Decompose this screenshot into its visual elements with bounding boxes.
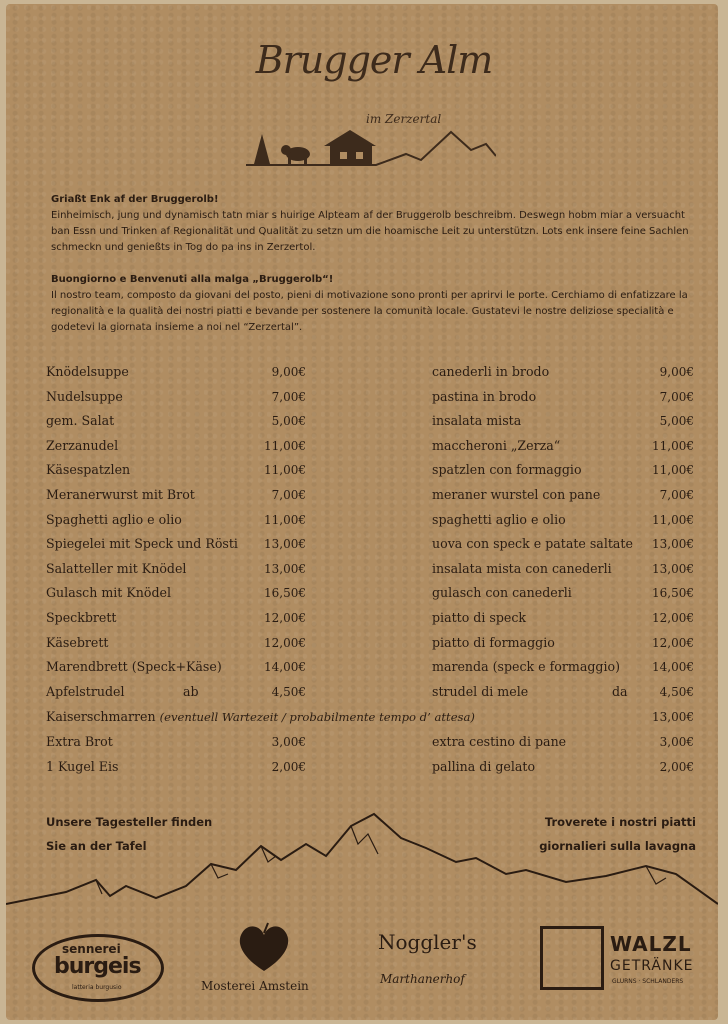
menu-item-name: Knödelsuppe [46, 364, 129, 379]
intro-german-heading: Griaßt Enk af der Bruggerolb! [51, 194, 219, 205]
menu-item-price: 12,00€ [652, 610, 694, 625]
menu-item-price: 9,00€ [659, 365, 694, 379]
menu-item [432, 483, 694, 508]
menu-item [432, 409, 694, 434]
menu-item-name: maccheroni „Zerza“ [432, 437, 561, 453]
menu-item [46, 532, 306, 557]
menu-item [432, 508, 694, 533]
menu-item-name: Marendbrett (Speck+Käse) [46, 659, 222, 675]
intro-german [51, 192, 699, 256]
logo-subtitle: im Zerzertal [366, 112, 442, 126]
menu-item-price: 2,00€ [659, 759, 694, 774]
menu-item-name: canederli in brodo [432, 364, 550, 379]
menu-item-name: Käsebrett [46, 634, 109, 650]
menu-item [432, 458, 694, 483]
intro-german-text: Einheimisch, jung und dynamisch tatn miar s huirige Alpteam af der Bruggerolb beschreibm. Deswegn hobm miar a versuacht ban Essn und Trinken af Regionalität und Qualität zu setzn um die hoamische Leit zu unterstützn. Lots enk insere feine Sachlen schmeckn und genießts in Tog do pa ins in Zerzertol. [51, 210, 689, 253]
menu-item-name: Spaghetti aglio e olio [46, 511, 182, 527]
intro-italian [51, 272, 699, 336]
menu-item [46, 508, 306, 533]
sponsor-walzl-getraenke-logo [540, 924, 700, 996]
menu-item-price: 4,50€ [271, 684, 306, 699]
logo-hut-mountain-icon [246, 128, 496, 168]
menu-item-price: 3,00€ [659, 735, 694, 749]
brugger-alm-logo [236, 38, 506, 178]
daily-german-line1: Unsere Tagesteller finden [46, 815, 213, 829]
menu-item [432, 360, 694, 385]
noggler-main: Noggler's [378, 930, 477, 954]
menu-item [432, 532, 694, 557]
menu-item-name: meraner wurstel con pane [432, 486, 601, 502]
menu-item [46, 730, 306, 755]
menu-item-name: Meranerwurst mit Brot [46, 486, 195, 502]
menu-item-name: uova con speck e patate saltate [432, 536, 633, 552]
menu-item-name: gulasch con canederli [432, 585, 572, 601]
menu-item-name: Zerzanudel [46, 437, 119, 453]
menu-item-name: Nudelsuppe [46, 388, 123, 404]
menu-item [46, 755, 306, 780]
sponsor-sennerei-burgeis-logo [32, 934, 162, 1004]
sponsor-mosterei-amstein-logo [196, 919, 336, 999]
amstein-name: Mosterei Amstein [201, 979, 309, 993]
menu-item-name: piatto di formaggio [432, 634, 555, 650]
menu-item [46, 631, 306, 656]
menu-item-price: 13,00€ [652, 561, 694, 576]
menu-item-name: marenda (speck e formaggio) [432, 659, 621, 675]
menu-item-price: 11,00€ [652, 463, 694, 478]
menu-item-price: 11,00€ [264, 463, 306, 478]
menu-item-price: 13,00€ [264, 561, 306, 576]
menu-item-price: 16,50€ [652, 586, 694, 601]
menu-item-price: 14,00€ [264, 660, 306, 675]
extras-italian [432, 730, 694, 779]
walzl-small: GLURNS · SCHLANDERS [612, 978, 684, 985]
menu-item [432, 730, 694, 755]
menu-item [46, 655, 306, 680]
menu-item-price: 4,50€ [659, 684, 694, 699]
menu-item-price: 11,00€ [264, 438, 306, 453]
menu-item [432, 680, 694, 705]
menu-item-price: 9,00€ [271, 365, 306, 379]
menu-item-name: Extra Brot [46, 734, 113, 749]
menu-item [46, 409, 306, 434]
menu-item-price: 7,00€ [659, 487, 694, 502]
intro-italian-heading: Buongiorno e Benvenuti alla malga „Bruggerolb“! [51, 274, 334, 285]
menu-item-name: Gulasch mit Knödel [46, 585, 172, 601]
menu-item-price: 11,00€ [264, 512, 306, 527]
menu-item-name: 1 Kugel Eis [46, 758, 119, 774]
logo-title: Brugger Alm [255, 38, 493, 82]
daily-german-line2: Sie an der Tafel [46, 839, 147, 853]
menu-item-name: Apfelstrudel [46, 683, 125, 699]
menu-item-name: pallina di gelato [432, 758, 536, 774]
menu-item-name: Salatteller mit Knödel [46, 560, 187, 576]
menu-item [46, 458, 306, 483]
menu-item-price: 7,00€ [271, 389, 306, 404]
daily-italian-line2: giornalieri sulla lavagna [539, 839, 696, 853]
kaiser-price: 13,00€ [652, 710, 694, 724]
menu-item-name: Spiegelei mit Speck und Rösti [46, 536, 238, 552]
burgeis-main: burgeis [54, 954, 141, 979]
menu-item-name: extra cestino di pane [432, 734, 567, 749]
menu-item-price: 12,00€ [264, 635, 306, 650]
burgeis-top: sennerei [62, 942, 121, 956]
menu-item-price: 13,00€ [652, 537, 694, 552]
menu-item-price: 12,00€ [652, 635, 694, 650]
menu-item-price: 12,00€ [264, 610, 306, 625]
menu-item [432, 434, 694, 459]
menu-item-kaiserschmarren [46, 705, 694, 730]
menu-item-name: Käsespatzlen [46, 462, 131, 478]
menu-item-name: piatto di speck [432, 609, 527, 625]
intro-italian-text: Il nostro team, composto da giovani del posto, pieni di motivazione sono pronti per aprirvi le porte. Cerchiamo di enfatizzare la regionalità e la qualità dei nostri piatti e bevande per sostenere la comunità locale. Gustatevi le nostre deliziose specialità e godetevi la giornata insieme a noi nel “Zerzertal”. [51, 290, 688, 333]
sponsor-nogglers-marthanerhof-logo [374, 926, 494, 996]
menu-item-price: 7,00€ [271, 487, 306, 502]
menu-board [6, 4, 718, 1020]
menu-item [432, 581, 694, 606]
daily-dishes-german [46, 810, 212, 858]
menu-item-price: 13,00€ [264, 537, 306, 552]
noggler-sub: Marthanerhof [380, 972, 465, 986]
menu-item [46, 360, 306, 385]
menu-item-price: 5,00€ [659, 414, 694, 429]
menu-item [46, 581, 306, 606]
menu-german [46, 360, 306, 704]
daily-dishes-italian [539, 810, 696, 858]
menu-item-price: 14,00€ [652, 660, 694, 675]
menu-item [432, 606, 694, 631]
kaiser-name: Kaiserschmarren [46, 709, 156, 724]
menu-item [46, 680, 306, 705]
menu-item-name: insalata mista con canederli [432, 560, 612, 576]
menu-item-name: insalata mista [432, 413, 522, 429]
menu-item-name: pastina in brodo [432, 388, 537, 404]
burgeis-small: latteria burgusio [72, 984, 122, 991]
menu-item-name: spaghetti aglio e olio [432, 511, 566, 527]
menu-item [46, 434, 306, 459]
menu-item-price: 11,00€ [652, 512, 694, 527]
menu-item [432, 631, 694, 656]
kaiser-note: (eventuell Wartezeit / probabilmente tempo d’ attesa) [159, 710, 475, 724]
walzl-sub: GETRÄNKE [610, 958, 694, 974]
daily-italian-line1: Troverete i nostri piatti [544, 815, 696, 829]
menu-item [432, 755, 694, 780]
walzl-box-icon [540, 926, 604, 990]
menu-item-price: 3,00€ [271, 735, 306, 749]
menu-item-price: 5,00€ [271, 414, 306, 429]
extras-german [46, 730, 306, 779]
menu-item-price: 7,00€ [659, 389, 694, 404]
menu-item-price: 16,50€ [264, 586, 306, 601]
menu-item-name: Speckbrett [46, 609, 117, 625]
menu-italian [432, 360, 694, 704]
menu-item [46, 483, 306, 508]
menu-item [46, 606, 306, 631]
menu-item [432, 557, 694, 582]
menu-item-name: gem. Salat [46, 413, 115, 429]
menu-item [432, 655, 694, 680]
menu-item-price: 2,00€ [271, 759, 306, 774]
menu-item-name: spatzlen con formaggio [432, 462, 582, 478]
walzl-main: WALZL [610, 932, 692, 956]
menu-item [432, 385, 694, 410]
menu-item [46, 385, 306, 410]
menu-item-price: 11,00€ [652, 438, 694, 453]
apple-heart-icon [234, 921, 294, 973]
menu-item-name: strudel di mele [432, 683, 529, 699]
menu-item [46, 557, 306, 582]
menu-item-price-prefix: ab [183, 683, 199, 699]
menu-item-price-prefix: da [612, 683, 628, 699]
